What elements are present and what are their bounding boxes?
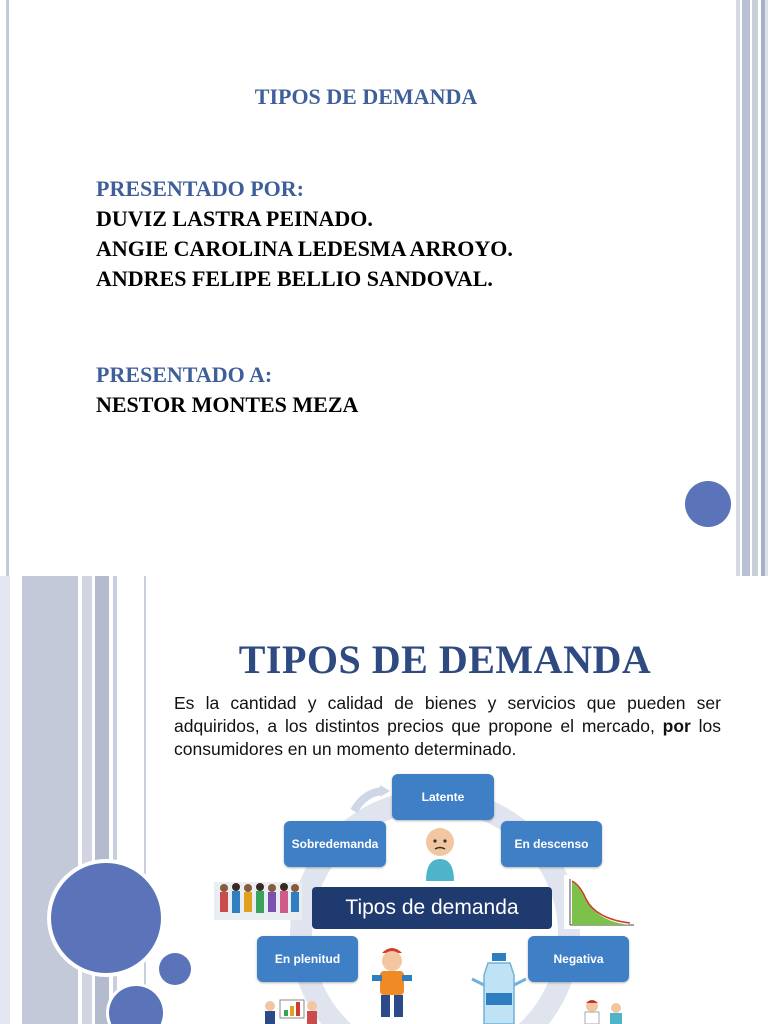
presented-to-label: PRESENTADO A: [96,362,273,387]
slide-1-title: TIPOS DE DEMANDA [254,84,478,109]
cycle-item-negativa: Negativa [528,936,629,982]
demand-types-cycle-diagram [200,771,760,1024]
cycle-item-latente: Latente [392,774,494,820]
decorative-circle-large [51,863,161,973]
definition-text: Es la cantidad y calidad de bienes y servicios que pueden ser adquiridos, a los distintos precios que propone el mercado, [174,693,721,736]
cycle-item-en-plenitud: En plenitud [257,936,358,982]
presented-to-section [96,360,358,420]
definition-paragraph [174,692,721,761]
slide-2 [0,576,768,1024]
presented-by-section [96,174,513,294]
presenter-chart-icon [260,996,320,1024]
cycle-arrow-icon [350,785,390,815]
descending-chart-icon [564,875,636,929]
crowd-illustration-icon [214,874,302,920]
definition-text: los consumidores en un momento determinado. [174,716,722,759]
slide-2-title: TIPOS DE DEMANDA [238,637,652,682]
presented-to-name: NESTOR MONTES MEZA [96,392,359,417]
worried-person-icon [422,825,458,881]
definition-bold-word: por [662,716,691,736]
right-decorative-stripes [736,0,768,576]
presented-by-label: PRESENTADO POR: [96,176,304,201]
presenter-name: DUVIZ LASTRA PEINADO. [96,206,373,231]
diagram-center-label: Tipos de demanda [312,887,552,929]
presenter-name: ANDRES FELIPE BELLIO SANDOVAL. [96,266,493,291]
cycle-item-en-descenso: En descenso [501,821,602,867]
decorative-circle-small [159,953,191,985]
water-bottle-icon [470,953,528,1024]
cycle-item-sobredemanda: Sobredemanda [284,821,386,867]
running-child-icon [366,945,418,1024]
doctor-patient-icon [580,997,630,1024]
presenter-name: ANGIE CAROLINA LEDESMA ARROYO. [96,236,513,261]
decorative-circle [685,481,731,527]
